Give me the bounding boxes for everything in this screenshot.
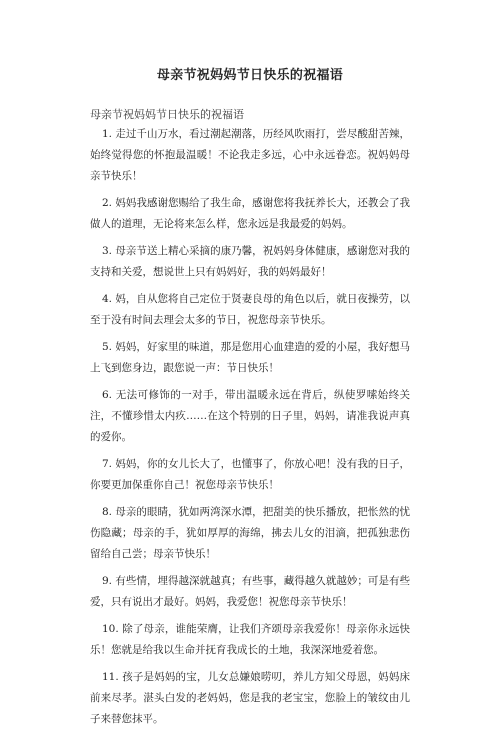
paragraph-8: 8. 母亲的眼睛，犹如两湾深水潭，把甜美的快乐播放，把怅然的忧伤隐藏；母亲的手，犹如厚厚的海绵，拂去儿女的泪滴，把孤独悲伤留给自己尝；母亲节快乐！	[90, 506, 410, 560]
paragraph-5: 5. 妈妈，好家里的味道，那是您用心血建造的爱的小屋，我好想马上飞到您身边，跟您说一声：节日快乐！	[90, 341, 410, 374]
paragraph-11: 11. 孩子是妈妈的宝，儿女总嫌娘唠叨，养儿方知父母恩，妈妈床前来尽孝。湛头白发的老妈妈，您是我的老宝宝，您脸上的皱纹由儿子来替您抹平。	[90, 671, 410, 725]
paragraph-6: 6. 无法可修饰的一对手，带出温暖永远在背后，纵使罗嗦始终关注，不懂珍惜太内疚……在这个特别的日子里，妈妈，请准我说声真的爱你。	[90, 389, 410, 443]
paragraph-3: 3. 母亲节送上精心采摘的康乃馨，祝妈妈身体健康，感谢您对我的支持和关爱，想说世上只有妈妈好，我的妈妈最好！	[90, 245, 410, 278]
paragraph-10: 10. 除了母亲，谁能荣膺，让我们齐颂母亲我爱你！母亲你永远快乐！您就是给我以生命并抚育我成长的土地，我深深地爱着您。	[90, 623, 410, 656]
paragraph-9: 9. 有些情，埋得越深就越真；有些事，藏得越久就越妙；可是有些爱，只有说出才最好。妈妈，我爱您！祝您母亲节快乐！	[90, 575, 410, 608]
paragraph-7: 7. 妈妈，你的女儿长大了，也懂事了，你放心吧！没有我的日子，你要更加保重你自己！祝您母亲节快乐！	[90, 458, 410, 491]
document-title: 母亲节祝妈妈节日快乐的祝福语	[156, 68, 344, 83]
document-body	[90, 124, 410, 736]
paragraph-1: 1. 走过千山万水，看过潮起潮落，历经风吹雨打，尝尽酸甜苦辣，始终觉得您的怀抱最温暖！不论我走多远，心中永远眷恋。祝妈妈母亲节快乐！	[90, 128, 410, 182]
paragraph-2: 2. 妈妈我感谢您赐给了我生命，感谢您将我抚养长大，还教会了我做人的道理，无论将来怎么样，您永远是我最爱的妈妈。	[90, 197, 410, 230]
paragraph-4: 4. 妈，自从您将自己定位于贤妻良母的角色以后，就日夜操劳，以至于没有时间去理会太多的节日，祝您母亲节快乐。	[90, 293, 410, 326]
document-subtitle: 母亲节祝妈妈节日快乐的祝福语	[90, 108, 244, 121]
